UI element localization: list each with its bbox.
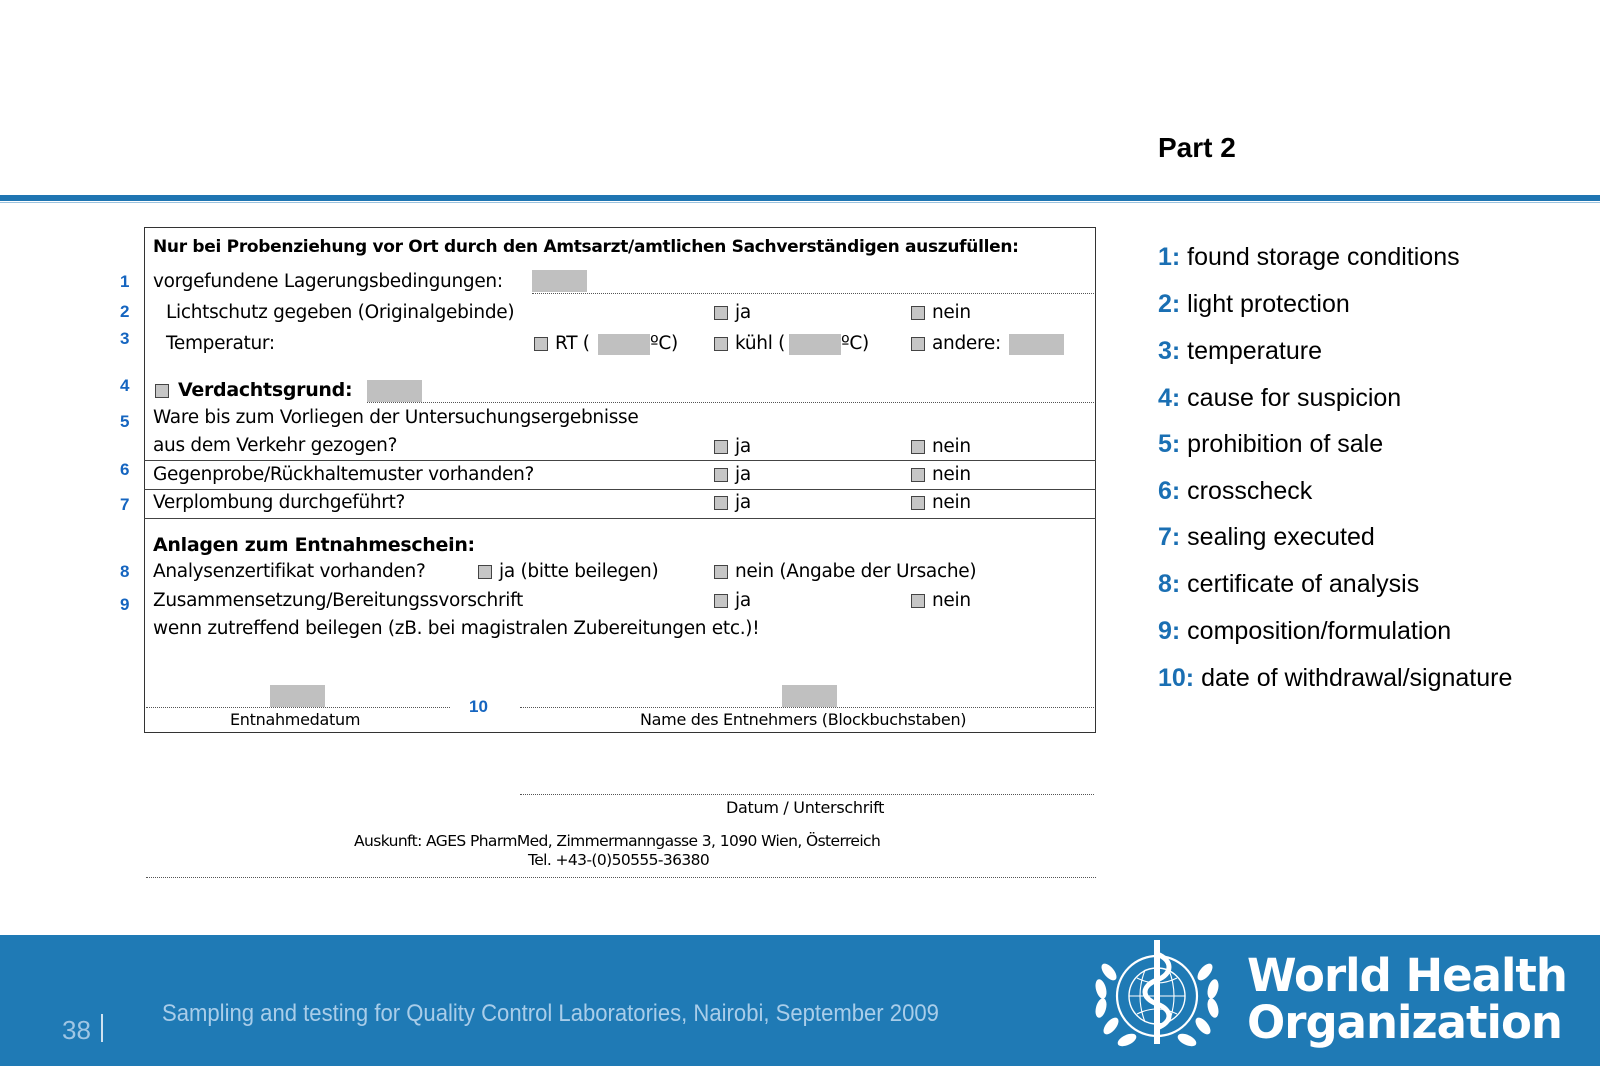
legend-text: certificate of analysis (1180, 570, 1420, 598)
row-divider (144, 460, 1096, 461)
row-number-10: 10 (469, 697, 488, 716)
withdrawer-name-label: Name des Entnehmers (Blockbuchstaben) (640, 710, 967, 729)
light-protection-label: Lichtschutz gegeben (Originalgebinde) (166, 302, 515, 323)
row-number-1: 1 (120, 272, 130, 291)
certificate-label: Analysenzertifikat vorhanden? (153, 561, 426, 582)
crosscheck-label: Gegenprobe/Rückhaltemuster vorhanden? (153, 464, 535, 485)
withdrawer-name-field[interactable] (782, 685, 837, 707)
legend-text: temperature (1180, 337, 1322, 365)
certificate-no-checkbox[interactable] (714, 565, 728, 579)
legend-item (1158, 523, 1375, 552)
temperature-rt-field[interactable] (598, 334, 650, 355)
sealing-no-label: nein (932, 492, 971, 513)
who-wordmark-line1: World Health (1247, 949, 1567, 1002)
legend-item (1158, 337, 1322, 366)
who-emblem-icon (1087, 934, 1227, 1058)
legend-key: 8: (1158, 570, 1181, 598)
header-rule (0, 195, 1600, 201)
suspicion-field[interactable] (367, 380, 422, 402)
crosscheck-no-checkbox[interactable] (911, 468, 925, 482)
legend-key: 5: (1158, 430, 1181, 458)
temperature-other-label: andere: (932, 333, 1001, 354)
row-number-6: 6 (120, 460, 130, 479)
sealing-label: Verplombung durchgeführt? (153, 492, 406, 513)
light-protection-yes-checkbox[interactable] (714, 306, 728, 320)
legend-item (1158, 243, 1460, 272)
who-wordmark (1247, 949, 1567, 1049)
row-number-8: 8 (120, 562, 130, 581)
temperature-rt-checkbox[interactable] (534, 337, 548, 351)
composition-label-line2: wenn zutreffend beilegen (zB. bei magistralen Zubereitungen etc.)! (153, 618, 760, 639)
withdrawn-no-checkbox[interactable] (911, 440, 925, 454)
who-wordmark-line2: Organization (1247, 996, 1562, 1049)
legend-item (1158, 617, 1451, 646)
temperature-cool-label: kühl ( (735, 333, 786, 354)
temperature-rt-label: RT ( (555, 333, 590, 354)
light-protection-no-label: nein (932, 302, 971, 323)
temperature-cool-checkbox[interactable] (714, 337, 728, 351)
temperature-other-field[interactable] (1009, 334, 1064, 355)
temperature-rt-unit: ºC) (650, 333, 678, 354)
sealing-no-checkbox[interactable] (911, 496, 925, 510)
legend-item (1158, 477, 1312, 506)
row-number-3: 3 (120, 329, 130, 348)
crosscheck-yes-label: ja (735, 464, 751, 485)
sealing-yes-checkbox[interactable] (714, 496, 728, 510)
temperature-cool-unit: ºC) (841, 333, 869, 354)
temperature-cool-field[interactable] (789, 334, 841, 355)
withdrawal-date-field[interactable] (270, 685, 325, 707)
certificate-no-label: nein (Angabe der Ursache) (735, 561, 977, 582)
certificate-yes-label: ja (bitte beilegen) (499, 561, 659, 582)
withdrawn-yes-checkbox[interactable] (714, 440, 728, 454)
bottom-line (146, 877, 1096, 878)
legend-key: 7: (1158, 523, 1181, 551)
legend-text: cause for suspicion (1180, 384, 1402, 412)
crosscheck-yes-checkbox[interactable] (714, 468, 728, 482)
legend-key: 2: (1158, 290, 1181, 318)
row-divider (144, 518, 1096, 519)
withdrawn-label-line2: aus dem Verkehr gezogen? (153, 435, 398, 456)
composition-no-checkbox[interactable] (911, 594, 925, 608)
legend-key: 9: (1158, 617, 1181, 645)
withdrawal-date-label: Entnahmedatum (230, 710, 361, 729)
legend-item (1158, 384, 1401, 413)
page-number: 38 (62, 1015, 91, 1045)
name-line (520, 707, 1094, 708)
withdrawn-yes-label: ja (735, 436, 751, 457)
signature-label: Datum / Unterschrift (726, 798, 885, 817)
row-divider (367, 402, 1094, 403)
row-number-7: 7 (120, 495, 130, 514)
row-divider (532, 293, 1094, 294)
legend-key: 3: (1158, 337, 1181, 365)
contact-address: Auskunft: AGES PharmMed, Zimmermanngasse 3, 1090 Wien, Österreich (354, 832, 881, 850)
storage-conditions-label: vorgefundene Lagerungsbedingungen: (153, 271, 503, 292)
certificate-yes-checkbox[interactable] (478, 565, 492, 579)
row-number-9: 9 (120, 595, 130, 614)
legend-item (1158, 664, 1512, 693)
footer-caption: Sampling and testing for Quality Control Laboratories, Nairobi, September 2009 (162, 1000, 939, 1027)
legend-text: crosscheck (1180, 477, 1313, 505)
row-number-4: 4 (120, 376, 130, 395)
date-line (146, 707, 450, 708)
legend-key: 1: (1158, 243, 1181, 271)
temperature-other-checkbox[interactable] (911, 337, 925, 351)
row-number-2: 2 (120, 302, 130, 321)
legend-key: 4: (1158, 384, 1181, 412)
annex-heading: Anlagen zum Entnahmeschein: (153, 534, 475, 556)
temperature-label: Temperatur: (166, 333, 275, 354)
composition-no-label: nein (932, 590, 971, 611)
row-divider (144, 489, 1096, 490)
storage-conditions-field[interactable] (532, 270, 587, 292)
signature-line (520, 794, 1094, 795)
suspicion-label: Verdachtsgrund: (178, 379, 353, 401)
light-protection-no-checkbox[interactable] (911, 306, 925, 320)
composition-label-line1: Zusammensetzung/Bereitungssvorschrift (153, 590, 523, 611)
form-heading: Nur bei Probenziehung vor Ort durch den Amtsarzt/amtlichen Sachverständigen auszufüllen: (153, 237, 1019, 257)
contact-phone: Tel. +43-(0)50555-36380 (528, 851, 710, 869)
header-rule-shadow (0, 202, 1600, 203)
suspicion-checkbox[interactable] (155, 384, 169, 398)
sealing-yes-label: ja (735, 492, 751, 513)
legend-item (1158, 430, 1383, 459)
withdrawn-no-label: nein (932, 436, 971, 457)
legend-text: found storage conditions (1180, 243, 1460, 271)
legend-key: 10: (1158, 664, 1195, 692)
legend-item (1158, 570, 1419, 599)
legend-text: prohibition of sale (1180, 430, 1384, 458)
composition-yes-checkbox[interactable] (714, 594, 728, 608)
withdrawn-label-line1: Ware bis zum Vorliegen der Untersuchungsergebnisse (153, 407, 639, 428)
legend-item (1158, 290, 1350, 319)
crosscheck-no-label: nein (932, 464, 971, 485)
light-protection-yes-label: ja (735, 302, 751, 323)
page-number-separator (101, 1014, 103, 1042)
legend-text: sealing executed (1180, 523, 1375, 551)
legend-key: 6: (1158, 477, 1181, 505)
legend-text: composition/formulation (1180, 617, 1452, 645)
composition-yes-label: ja (735, 590, 751, 611)
row-number-5: 5 (120, 412, 130, 431)
slide-title: Part 2 (1158, 132, 1236, 163)
legend-text: date of withdrawal/signature (1194, 664, 1513, 692)
legend-text: light protection (1180, 290, 1350, 318)
